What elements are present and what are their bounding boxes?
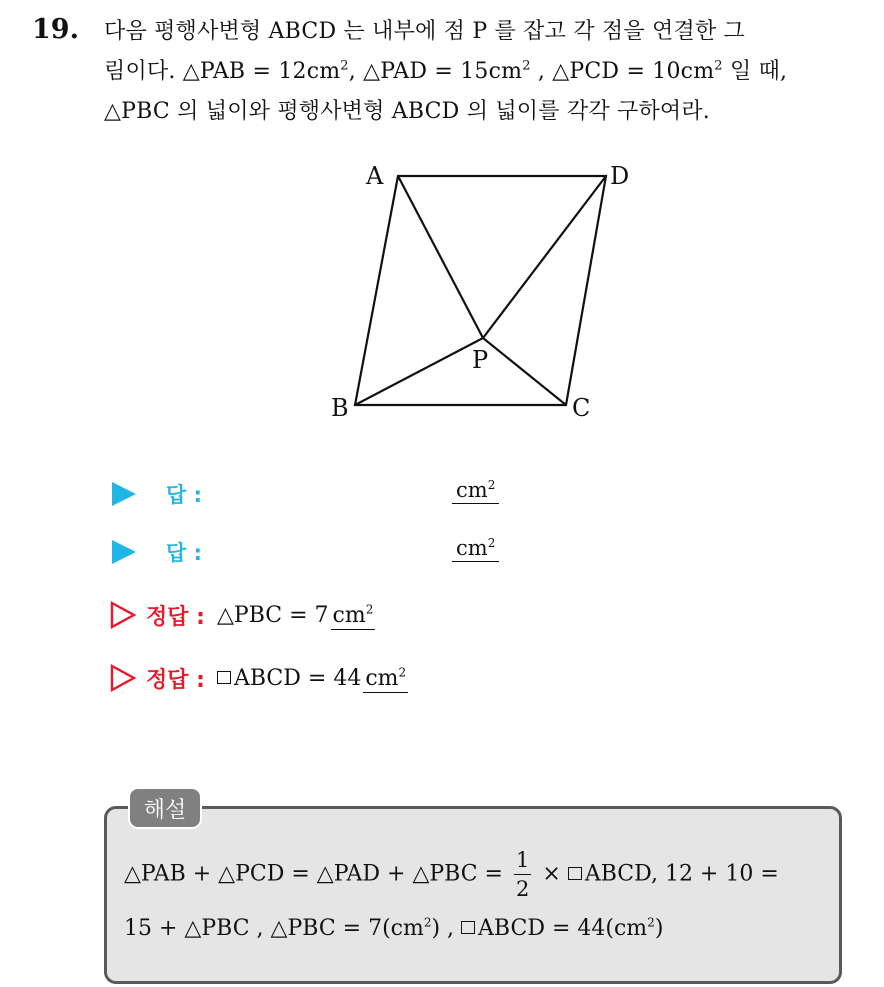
point-label-p: P [472,346,489,374]
answer-label: 답 : [166,483,202,507]
correct-value-1: △PBC = 7 $cm^2$ [216,602,374,628]
correct-answer-row-1 [110,595,375,635]
answer-label: 답 : [166,541,202,565]
question-line-1: 다음 평행사변형 ABCD 는 내부에 점 P 를 잡고 각 점을 연결한 그 [104,19,746,44]
answer-unit-2: $cm^2$ [452,536,499,562]
vertex-label-d: D [610,162,630,190]
explanation-line-1: △PAB + △PCD = △PAD + △PBC = $\frac{1}{2}$ × ABCD, 12 + 10 = [124,848,779,901]
vertex-label-b: B [331,394,349,422]
segment-pd [483,176,606,338]
question-line-3: △PBC 의 넓이와 평행사변형 ABCD 의 넓이를 각각 구하여라. [104,99,710,124]
correct-label: 정답 : [146,604,205,630]
square-icon [461,921,475,934]
vertex-label-c: C [572,394,591,422]
play-icon [112,540,136,564]
square-icon [217,671,231,684]
segment-pb [355,338,483,405]
segment-pc [483,338,566,405]
answer-row-2 [112,532,202,572]
question-line-2: 림이다. △PAB = $12cm^2$, △PAD = $15cm^2$ , △PCD = $10cm^2$ 일 때, [104,58,788,84]
explanation-line-2: 15 + △PBC , △PBC = $7(cm^2)$ , ABCD = $44(cm^2)$ [124,915,664,941]
question-number: 19. [32,14,79,45]
explanation-tag: 해설 [128,787,202,829]
correct-answer-row-2 [110,658,408,698]
parallelogram-figure [320,150,640,430]
square-icon [568,867,582,880]
answer-row-1 [112,474,202,514]
outline-play-icon [110,664,136,692]
outline-play-icon [110,601,136,629]
correct-value-2: ABCD = 44 $cm^2$ [217,666,408,691]
fraction-one-half: $\frac{1}{2}$ [516,848,530,901]
answer-unit-1: $cm^2$ [452,478,499,504]
correct-label: 정답 : [146,667,205,693]
play-icon [112,482,136,506]
vertex-label-a: A [366,162,384,190]
segment-pa [398,176,483,338]
